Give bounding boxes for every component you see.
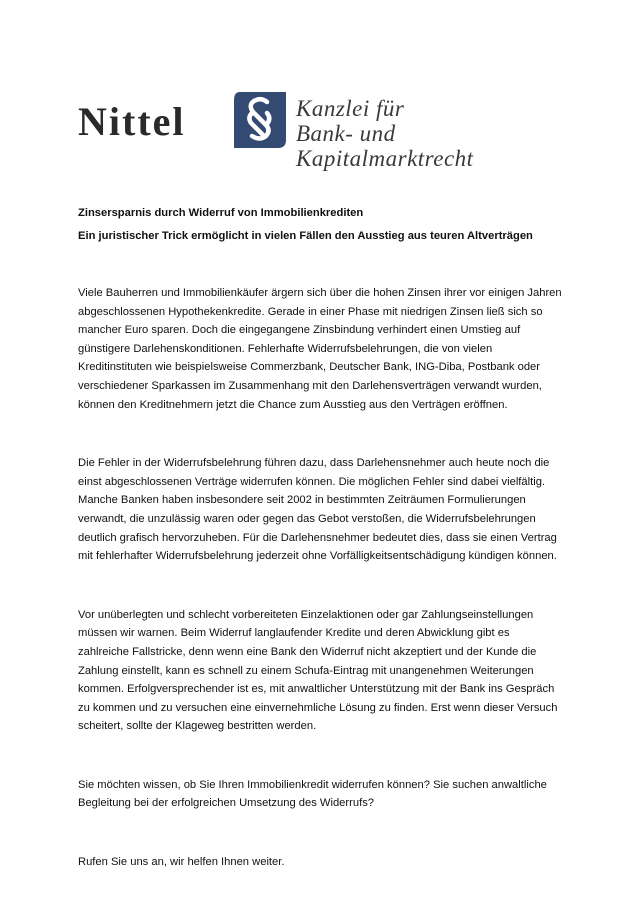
paragraph: Die Fehler in der Widerrufsbelehrung führen dazu, dass Darlehensnehmer auch heute noch die einst abgeschlossenen Verträge widerrufen können. Die möglichen Fehler sind dabei vielfältig. Manche Banken haben insbesondere seit 2002 in bestimmten Zeiträumen Formulierungen verwandt, die unzulässig waren oder gegen das Gebot verstoßen, die Widerrufsbelehrungen deutlich grafisch hervorzuheben. Für die Darlehensnehmer bedeutet dies, dass sie einen Vertrag mit fehlerhafter Widerrufsbelehrung jederzeit ohne Vorfälligkeitsentschädigung kündigen können.	[78, 457, 557, 563]
logo-tagline	[296, 96, 562, 171]
article-subtitle: Ein juristischer Trick ermöglicht in vielen Fällen den Ausstieg aus teuren Altverträgen	[78, 230, 533, 242]
logo-tagline-line1: Kanzlei für	[296, 96, 405, 121]
logo-name: Nittel	[78, 99, 186, 144]
logo-tagline-line2: Bank- und Kapitalmarktrecht	[296, 121, 474, 171]
paragraph: Vor unüberlegten und schlecht vorbereiteten Einzelaktionen oder gar Zahlungseinstellungen müssen wir warnen. Beim Widerruf langlaufender Kredite und deren Abwicklung gibt es zahlreiche Fallstricke, denn wenn eine Bank den Widerruf nicht akzeptiert und der Kunde die Zahlung einstellt, kann es schnell zu einem Schufa-Eintrag mit unangenehmen Weiterungen kommen. Erfolgversprechender ist es, mit anwaltlicher Unterstützung mit der Bank ins Gespräch zu kommen und zu versuchen eine einvernehmliche Lösung zu finden. Erst wenn dieser Versuch scheitert, sollte der Klageweg bestritten werden.	[78, 608, 558, 733]
paragraph: Viele Bauherren und Immobilienkäufer ärgern sich über die hohen Zinsen ihrer vor einigen Jahren abgeschlossenen Hypothekenkredite. Gerade in einer Phase mit niedrigen Zinsen ließ sich so mancher Euro sparen. Doch die eingegangene Zinsbindung verhindert einen Umstieg auf günstigere Darlehenskonditionen. Fehlerhafte Widerrufsbelehrungen, die von vielen Kreditinstituten wie beispielsweise Commerzbank, Deutscher Bank, ING-Diba, Postbank oder verschiedener Sparkassen im Zusammenhang mit den Darlehensverträgen verwandt wurden, können den Kreditnehmern jetzt die Chance zum Ausstieg aus den Verträgen eröffnen.	[78, 287, 562, 411]
article	[78, 205, 563, 872]
section-sign-logo-icon	[234, 92, 286, 148]
paragraph: Sie möchten wissen, ob Sie Ihren Immobilienkredit widerrufen können? Sie suchen anwaltliche Begleitung bei der erfolgreichen Umsetzung des Widerrufs?	[78, 778, 547, 810]
logo	[78, 92, 562, 171]
paragraph-closing: Rufen Sie uns an, wir helfen Ihnen weiter.	[78, 856, 285, 869]
article-title: Zinsersparnis durch Widerruf von Immobilienkrediten	[78, 207, 364, 219]
